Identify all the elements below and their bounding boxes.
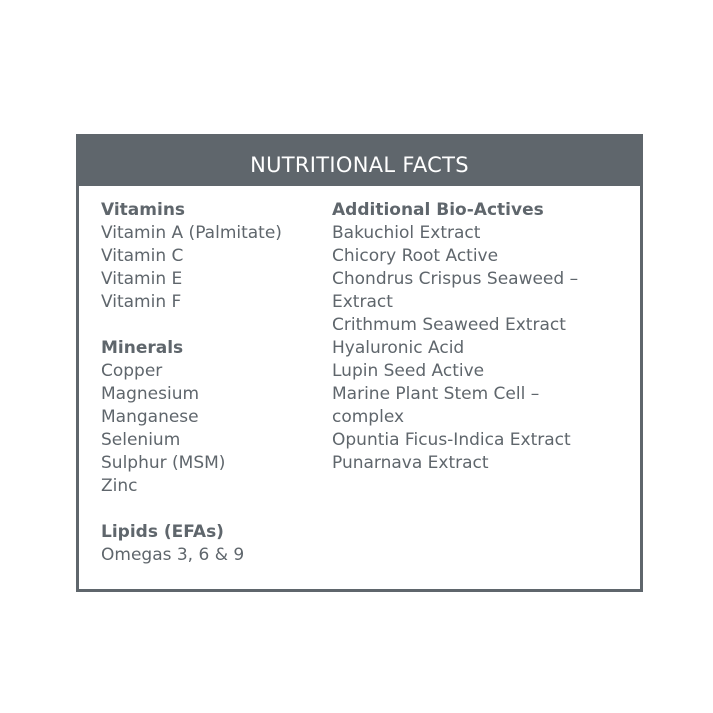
list-item: Chicory Root Active <box>332 246 499 266</box>
list-item: Sulphur (MSM) <box>101 453 226 473</box>
list-item: Selenium <box>101 430 181 450</box>
lipids-group <box>101 521 326 567</box>
list-item: Marine Plant Stem Cell – <box>332 384 540 404</box>
list-item: Copper <box>101 361 163 381</box>
list-item: Vitamin C <box>101 246 184 266</box>
left-column <box>101 199 326 590</box>
list-item: Punarnava Extract <box>332 453 489 473</box>
panel-title: NUTRITIONAL FACTS <box>250 152 469 177</box>
lipids-heading: Lipids (EFAs) <box>101 522 224 542</box>
bio-actives-heading: Additional Bio-Actives <box>332 200 544 220</box>
list-item: Bakuchiol Extract <box>332 223 481 243</box>
list-item: Hyaluronic Acid <box>332 338 465 358</box>
nutritional-facts-panel <box>76 134 643 592</box>
right-column <box>332 199 632 498</box>
list-item: Vitamin E <box>101 269 183 289</box>
minerals-heading: Minerals <box>101 338 184 358</box>
list-item: Manganese <box>101 407 199 427</box>
list-item: Crithmum Seaweed Extract <box>332 315 566 335</box>
list-item: Lupin Seed Active <box>332 361 485 381</box>
list-item: Chondrus Crispus Seaweed – <box>332 269 579 289</box>
list-item: complex <box>332 407 405 427</box>
list-item: Vitamin F <box>101 292 182 312</box>
minerals-group <box>101 337 326 498</box>
panel-header <box>79 137 640 186</box>
list-item: Extract <box>332 292 393 312</box>
bio-actives-group <box>332 199 632 475</box>
list-item: Magnesium <box>101 384 200 404</box>
list-item: Zinc <box>101 476 138 496</box>
list-item: Omegas 3, 6 & 9 <box>101 545 245 565</box>
list-item: Opuntia Ficus-Indica Extract <box>332 430 571 450</box>
vitamins-heading: Vitamins <box>101 200 186 220</box>
list-item: Vitamin A (Palmitate) <box>101 223 282 243</box>
vitamins-group <box>101 199 326 314</box>
